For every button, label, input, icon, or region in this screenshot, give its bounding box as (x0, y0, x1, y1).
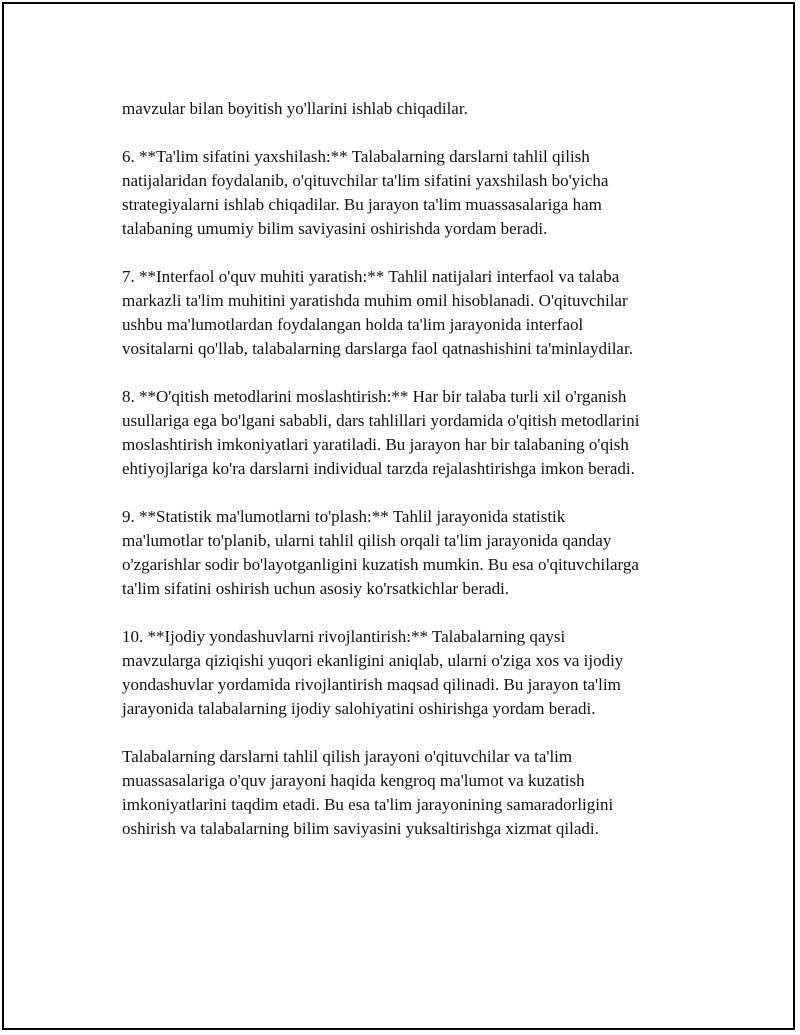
paragraph-item-9 (122, 505, 722, 601)
text-line: 8. **O'qitish metodlarini moslashtirish:** Har bir talaba turli xil o'rganish (122, 387, 627, 406)
paragraph-continuation (122, 97, 722, 121)
text-line: ehtiyojlariga ko'ra darslarni individual tarzda rejalashtirishga imkon beradi. (122, 459, 635, 478)
paragraph-item-7 (122, 265, 722, 361)
text-line: imkoniyatlarini taqdim etadi. Bu esa ta'lim jarayonining samaradorligini (122, 795, 614, 814)
text-line: Talabalarning darslarni tahlil qilish jarayoni o'qituvchilar va ta'lim (122, 747, 573, 766)
text-line: muassasalariga o'quv jarayoni haqida kengroq ma'lumot va kuzatish (122, 771, 585, 790)
paragraph-item-8 (122, 385, 722, 481)
paragraph-item-6 (122, 145, 722, 241)
text-line: mavzular bilan boyitish yo'llarini ishlab chiqadilar. (122, 99, 468, 118)
text-line: ushbu ma'lumotlardan foydalangan holda ta'lim jarayonida interfaol (122, 315, 584, 334)
text-line: yondashuvlar yordamida rivojlantirish maqsad qilinadi. Bu jarayon ta'lim (122, 675, 621, 694)
paragraph-item-10 (122, 625, 722, 721)
text-line: strategiyalarni ishlab chiqadilar. Bu jarayon ta'lim muassasalariga ham (122, 195, 602, 214)
text-line: markazli ta'lim muhitini yaratishda muhim omil hisoblanadi. O'qituvchilar (122, 291, 628, 310)
text-line: o'zgarishlar sodir bo'layotganligini kuzatish mumkin. Bu esa o'qituvchilarga (122, 555, 639, 574)
paragraph-conclusion (122, 745, 722, 841)
text-line: talabaning umumiy bilim saviyasini oshirishda yordam beradi. (122, 219, 548, 238)
text-line: moslashtirish imkoniyatlari yaratiladi. Bu jarayon har bir talabaning o'qish (122, 435, 629, 454)
text-line: 6. **Ta'lim sifatini yaxshilash:** Talabalarning darslarni tahlil qilish (122, 147, 590, 166)
text-line: 10. **Ijodiy yondashuvlarni rivojlantirish:** Talabalarning qaysi (122, 627, 566, 646)
document-body (122, 97, 722, 865)
text-line: vositalarni qo'llab, talabalarning darslarga faol qatnashishini ta'minlaydilar. (122, 339, 633, 358)
page-frame (2, 2, 795, 1030)
text-line: mavzularga qiziqishi yuqori ekanligini aniqlab, ularni o'ziga xos va ijodiy (122, 651, 624, 670)
text-line: jarayonida talabalarning ijodiy salohiyatini oshirishga yordam beradi. (122, 699, 596, 718)
text-line: 9. **Statistik ma'lumotlarni to'plash:** Tahlil jarayonida statistik (122, 507, 566, 526)
text-line: 7. **Interfaol o'quv muhiti yaratish:** Tahlil natijalari interfaol va talaba (122, 267, 620, 286)
text-line: ta'lim sifatini oshirish uchun asosiy ko'rsatkichlar beradi. (122, 579, 510, 598)
text-line: ma'lumotlar to'planib, ularni tahlil qilish orqali ta'lim jarayonida qanday (122, 531, 612, 550)
text-line: oshirish va talabalarning bilim saviyasini yuksaltirishga xizmat qiladi. (122, 819, 599, 838)
text-line: usullariga ega bo'lgani sababli, dars tahlillari yordamida o'qitish metodlarini (122, 411, 640, 430)
text-line: natijalaridan foydalanib, o'qituvchilar ta'lim sifatini yaxshilash bo'yicha (122, 171, 609, 190)
